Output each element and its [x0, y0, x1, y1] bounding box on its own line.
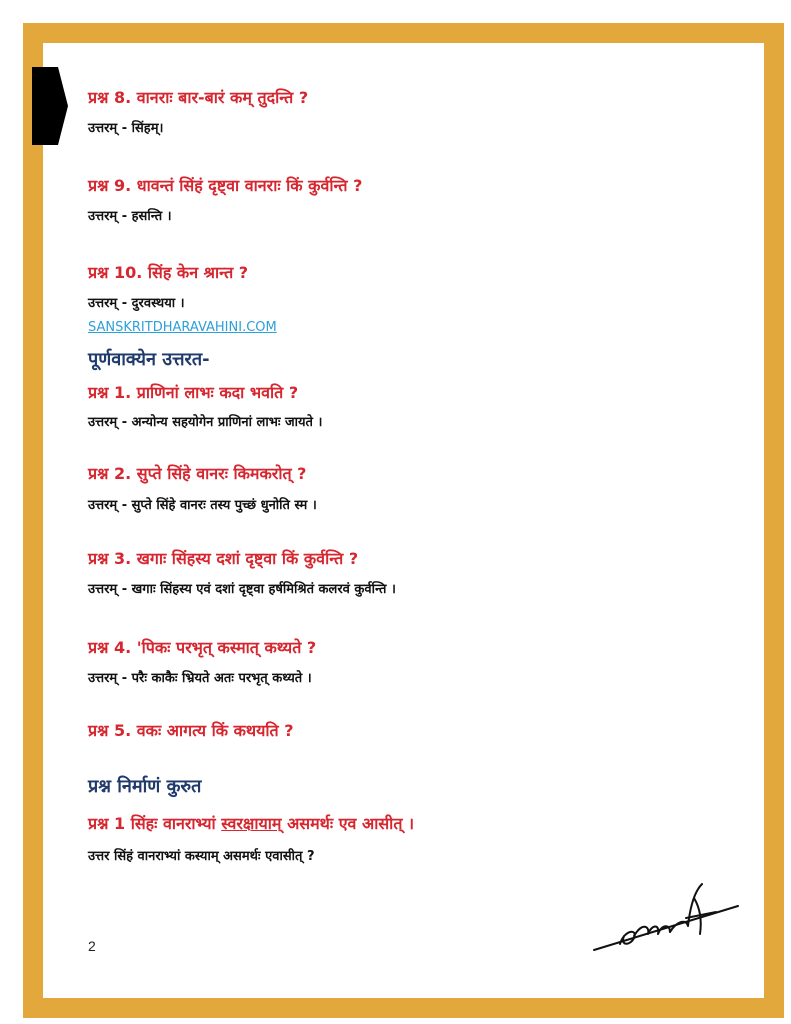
question-2: प्रश्न 2. सुप्ते सिंहे वानरः किमकरोत् ?: [88, 464, 307, 483]
page-number: 2: [88, 938, 96, 954]
question-4: प्रश्न 4. 'पिकः परभृत् कस्मात् कथ्यते ?: [88, 638, 317, 657]
answer-9: उत्तरम् - हसन्ति ।: [88, 209, 172, 224]
page-border: [23, 23, 784, 1018]
answer-3: उत्तरम् - खगाः सिंहस्य एवं दशां दृष्ट्वा हर्षमिश्रितं कलरवं कुर्वन्ति ।: [88, 582, 396, 597]
answer-4: उत्तरम् - परैः काकैः भ्रियते अतः परभृत् कथ्यते ।: [88, 671, 312, 686]
question-8: प्रश्न 8. वानराः बार-बारं कम् तुदन्ति ?: [88, 88, 309, 107]
signature: [590, 878, 740, 958]
question-10: प्रश्न 10. सिंह केन श्रान्त ?: [88, 263, 249, 282]
section-heading-full-sentence: पूर्णवाक्येन उत्तरत-: [88, 349, 210, 370]
answer-1: उत्तरम् - अन्योन्य सहयोगेन प्राणिनां लाभः जायते ।: [88, 415, 323, 430]
answer-2: उत्तरम् - सुप्ते सिंहे वानरः तस्य पुच्छं धुनोति स्म ।: [88, 498, 317, 513]
make-question-prefix: प्रश्न 1 सिंहः वानराभ्यां: [88, 814, 222, 833]
question-9: प्रश्न 9. धावन्तं सिंहं दृष्ट्वा वानराः किं कुर्वन्ति ?: [88, 176, 363, 195]
make-question-suffix: असमर्थः एव आसीत् ।: [281, 814, 415, 833]
page-corner-tab: [32, 67, 68, 145]
make-question-1: [88, 816, 414, 832]
question-3: प्रश्न 3. खगाः सिंहस्य दशां दृष्ट्वा किं कुर्वन्ति ?: [88, 549, 359, 568]
make-answer-1: उत्तर सिंहं वानराभ्यां कस्याम् असमर्थः एवासीत् ?: [88, 849, 315, 864]
section-heading-make-question: प्रश्न निर्माणं कुरुत: [88, 776, 202, 797]
underlined-word: स्वरक्षायाम्: [221, 814, 282, 833]
question-1: प्रश्न 1. प्राणिनां लाभः कदा भवति ?: [88, 383, 299, 402]
answer-10: उत्तरम् - दुरवस्थया ।: [88, 296, 185, 311]
watermark-link[interactable]: SANSKRITDHARAVAHINI.COM: [88, 320, 277, 335]
question-5: प्रश्न 5. वकः आगत्य किं कथयति ?: [88, 721, 294, 740]
answer-8: उत्तरम् - सिंहम्।: [88, 121, 164, 136]
